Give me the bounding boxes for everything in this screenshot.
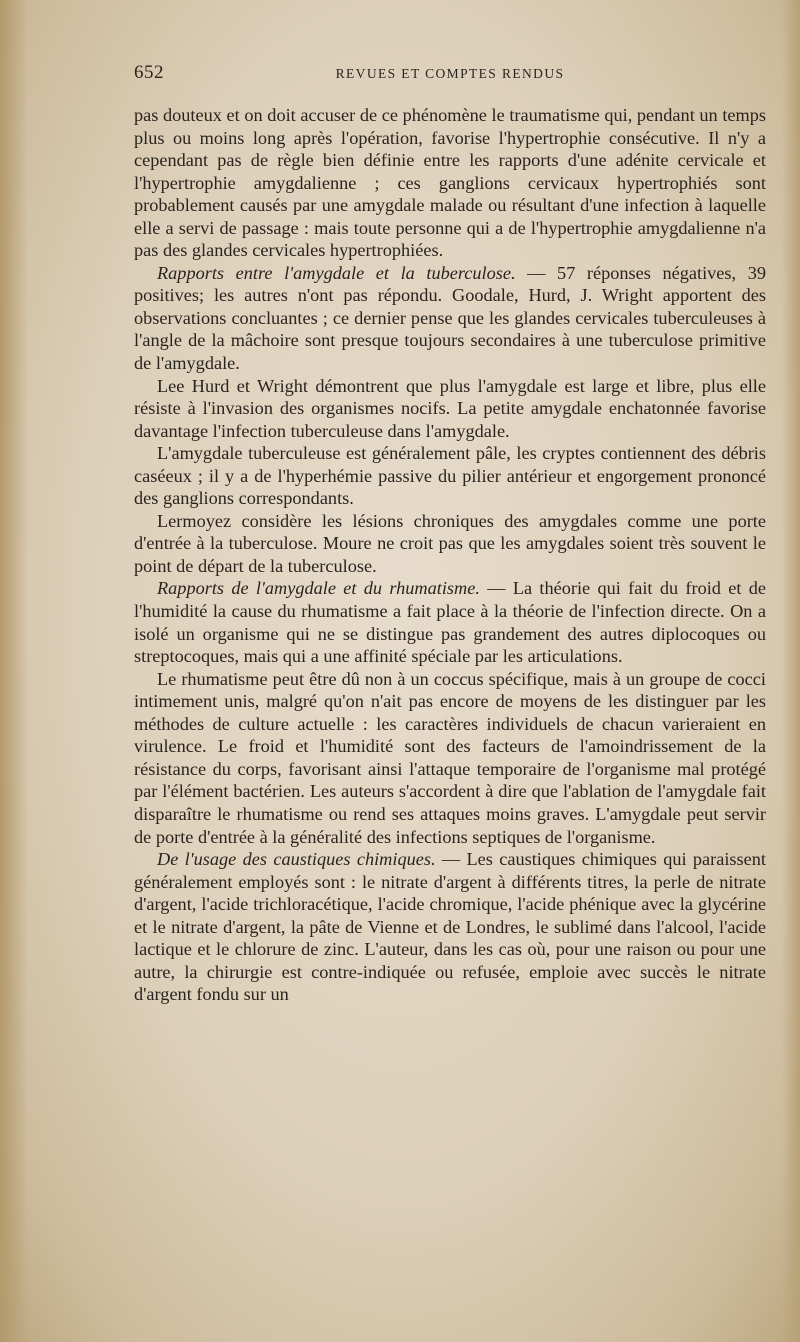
section-title-caustics: De l'usage des caustiques chimiques. bbox=[157, 849, 436, 870]
paragraph-tuberculosis bbox=[134, 262, 766, 375]
paragraph-tuberculous-tonsil: L'amygdale tuberculeuse est généralement pâle, les cryptes contiennent des débris caséeux ; il y a de l'hyperhémie passive du pilier antérieur et engorgement prononcé des ganglions correspondants. bbox=[134, 443, 766, 509]
section-title-tuberculosis: Rapports entre l'amygdale et la tuberculose. bbox=[157, 262, 516, 283]
body-text bbox=[134, 104, 766, 1006]
paragraph-caustics bbox=[134, 848, 766, 1006]
page-edge-shadow-right bbox=[782, 0, 800, 1342]
page-header bbox=[134, 62, 766, 88]
paragraph-hurd-wright: Lee Hurd et Wright démontrent que plus l'amygdale est large et libre, plus elle résiste à l'invasion des organismes nocifs. La petite amygdale enchatonnée favorise davantage l'infection tuberculeuse dans l'amygdale. bbox=[134, 375, 766, 441]
page-number: 652 bbox=[134, 62, 164, 83]
section-title-rheumatism: Rapports de l'amygdale et du rhumatisme. bbox=[157, 578, 480, 599]
paragraph-lermoyez: Lermoyez considère les lésions chroniques des amygdales comme une porte d'entrée à la tuberculose. Moure ne croit pas que les amygdales soient très souvent le point de départ de la tuberculose. bbox=[134, 510, 766, 576]
paragraph-coccus: Le rhumatisme peut être dû non à un coccus spécifique, mais à un groupe de cocci intimement unis, malgré qu'on n'ait pas encore de moyens de les distinguer par les méthodes de culture actuelle : les caractères individuels de chacun varieraient en virulence. Le froid et l'humidité sont des facteurs de l'amoindrissement de la résistance du corps, favorisant ainsi l'attaque temporaire de l'organisme mal protégé par l'élément bactérien. Les auteurs s'accordent à dire que l'ablation de l'amygdale fait disparaître le rhumatisme ou rend ses attaques moins graves. L'amygdale peut servir de porte d'entrée à la généralité des infections septiques de l'organisme. bbox=[134, 668, 766, 847]
page-edge-shadow-left bbox=[0, 0, 28, 1342]
running-head: REVUES ET COMPTES RENDUS bbox=[335, 66, 565, 81]
paragraph-tuberculosis-text: — 57 réponses négatives, 39 positives; les autres n'ont pas répondu. Goodale, Hurd, J. Wright apportent des observations concluantes ; ce dernier pense que les glandes cervicales tuberculeuses à l'angle de la mâchoire sont presque toujours secondaires à une tuberculose primitive de l'amygdale. bbox=[134, 262, 766, 374]
paragraph-rheumatism bbox=[134, 577, 766, 667]
paragraph-caustics-text: — Les caustiques chimiques qui paraissent généralement employés sont : le nitrate d'argent à différents titres, la perle de nitrate d'argent, l'acide trichloracétique, l'acide chromique, l'acide phénique avec la glycérine et le nitrate d'argent, la pâte de Vienne et de Londres, le sublimé dans l'alcool, l'acide lactique et le chlorure de zinc. L'auteur, dans les cas où, pour une raison ou pour une autre, la chirurgie est contre-indiquée ou refusée, emploie avec succès le nitrate d'argent fondu sur un bbox=[134, 849, 766, 1005]
paragraph-hypertrophy-continuation: pas douteux et on doit accuser de ce phénomène le traumatisme qui, pendant un temps plus ou moins long après l'opération, favorise l'hypertrophie consécutive. Il n'y a cependant pas de règle bien définie entre les rapports d'une adénite cervicale et l'hypertrophie amygdalienne ; ces ganglions cervicaux hypertrophiés sont probablement causés par une amygdale malade ou résultant d'une infection à laquelle elle a servi de passage : mais toute personne qui a de l'hypertrophie amygdalienne n'a pas des glandes cervicales hypertrophiées. bbox=[134, 105, 766, 261]
paragraph-rheumatism-text: — La théorie qui fait du froid et de l'humidité la cause du rhumatisme a fait place à la théorie de l'infection directe. On a isolé un organisme qui ne se distingue pas grandement des autres diplocoques ou streptocoques, mais qui a une affinité spéciale par les articulations. bbox=[134, 578, 767, 667]
